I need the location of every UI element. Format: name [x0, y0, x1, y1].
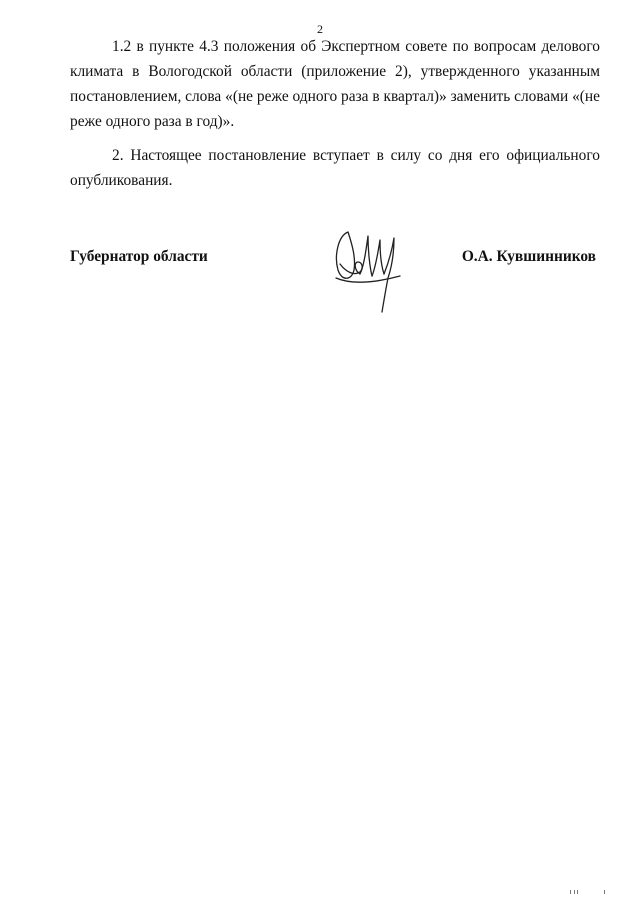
page-number: 2	[317, 22, 323, 36]
paragraph-amendment-1-2: 1.2 в пункте 4.3 положения об Экспертном совете по вопросам делового климата в Вологодской области (приложение 2), утвержденного указанным постановлением, слова «(не реже одного раза в квартал)» заменить словами «(не реже одного раза в год)».	[70, 38, 600, 130]
handwritten-signature	[330, 222, 410, 314]
scan-artifact-marks	[568, 888, 608, 896]
document-body	[70, 34, 600, 193]
paragraph-effective-date: 2. Настоящее постановление вступает в силу со дня его официального опубликования.	[70, 147, 600, 189]
signatory-name: О.А. Кувшинников	[461, 248, 596, 265]
signatory-title: Губернатор области	[70, 248, 208, 265]
